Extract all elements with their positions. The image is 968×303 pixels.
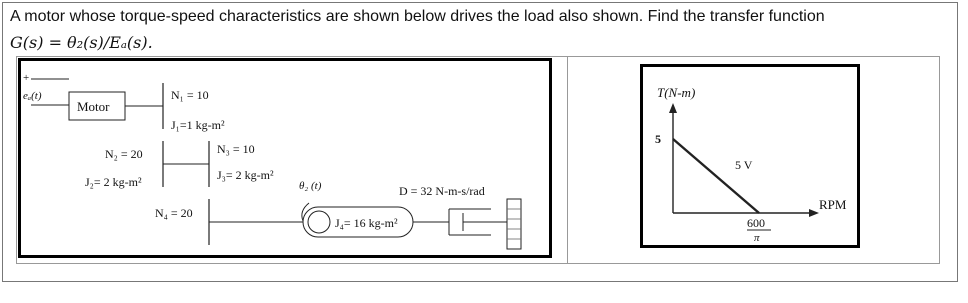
theta2-label: θ₂ (t): [299, 180, 322, 192]
y-axis-label: T(N-m): [657, 85, 696, 100]
torque-speed-plot: [643, 67, 857, 245]
n3-label: N₃ = 10: [217, 142, 255, 156]
n1-label: N₁ = 10: [171, 88, 209, 102]
j3-label: J₃= 2 kg-m²: [217, 168, 274, 182]
wall: [507, 199, 521, 249]
j2-label: J₂= 2 kg-m²: [85, 175, 142, 189]
line-label: 5 V: [735, 158, 753, 172]
gear-train-figure: [18, 58, 552, 258]
torque-speed-line: [673, 139, 759, 213]
j1-label: J₁=1 kg-m²: [171, 118, 225, 132]
gear-train-diagram: [21, 61, 549, 255]
n4-label: N₄ = 20: [155, 206, 193, 220]
n2-label: N₂ = 20: [105, 147, 143, 161]
motor-label: Motor: [77, 99, 110, 114]
question-text-line1: A motor whose torque-speed characteristics are shown below drives the load also shown. Find the transfer function: [10, 8, 825, 25]
x-axis-arrow: [809, 209, 819, 217]
plus-sign: +: [23, 72, 30, 84]
x-axis-label: RPM: [819, 197, 847, 212]
x-intercept-numerator: 600: [747, 216, 765, 230]
damper-label: D = 32 N-m-s/rad: [399, 184, 485, 198]
input-voltage-label: eₐ(t): [23, 90, 42, 102]
x-intercept-denominator: π: [754, 232, 760, 244]
figure-table-divider: [567, 56, 568, 264]
y-axis-arrow: [669, 103, 677, 113]
j4-label: J₄= 16 kg-m²: [335, 216, 398, 230]
torque-speed-figure: [640, 64, 860, 248]
y-intercept-label: 5: [655, 132, 661, 146]
question-text-line2: G(s) = θ₂(s)/Eₐ(s).: [10, 33, 153, 52]
load-ellipse-end: [308, 211, 330, 233]
